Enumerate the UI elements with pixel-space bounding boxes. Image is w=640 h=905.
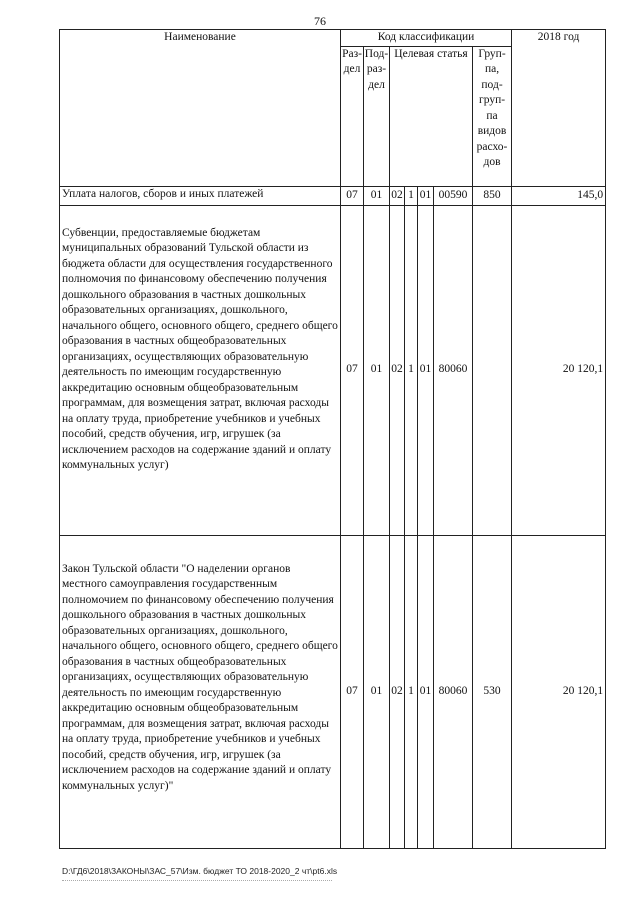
row-name: Субвенции, предоставляемые бюджетам муниципальных образований Тульской области из бюджета области для осуществления государственного полномочия по финансовому обеспечению получения дошкольного образования в частных дошкольных образовательных организациях, дошкольного, начального общего, основного общего, среднего общего образования в частных общеобразовательных организациях, осуществляющих образовательную деятельность по имеющим государственную аккредитацию основным общеобразовательным программам, для возмещения затрат, включая расходы на оплату труда, приобретение учебников и учебных пособий, средств обучения, игр, игрушек (за исключением расходов на содержание зданий и оплату коммунальных услуг): [60, 205, 341, 535]
row-target-2: 1: [405, 186, 418, 205]
row-target-4: 80060: [434, 535, 473, 848]
row-name: Уплата налогов, сборов и иных платежей: [60, 186, 341, 205]
table-row: [60, 205, 606, 535]
row-target-3: 01: [418, 186, 434, 205]
table-row: [60, 535, 606, 848]
row-target-1: 02: [390, 205, 405, 535]
row-razdel: 07: [341, 186, 364, 205]
page-number: 76: [314, 14, 326, 28]
row-name: Закон Тульской области "О наделении органов местного самоуправления государственным полномочием по финансовому обеспечению получения дошкольного образования в частных дошкольных образовательных организациях, дошкольного, начального общего, основного общего, среднего общего образования в частных общеобразовательных организациях, осуществляющих образовательную деятельность по имеющим государственную аккредитацию основным общеобразовательным программам, для возмещения затрат, включая расходы на оплату труда, приобретение учебников и учебных пособий, средств обучения, игр, игрушек (за исключением расходов на содержание зданий и оплату коммунальных услуг)": [60, 535, 341, 848]
row-podrazdel: 01: [364, 535, 390, 848]
row-target-3: 01: [418, 535, 434, 848]
footer-rule: [62, 880, 332, 881]
footer-file-path: D:\ГД6\2018\ЗАКОНЫ\ЗАС_57\Изм. бюджет ТО 2018-2020_2 чт\рt6.xls: [62, 866, 338, 876]
header-podrazdel: Под- раз- дел: [364, 46, 390, 186]
row-group: 850: [473, 186, 512, 205]
row-group: 530: [473, 535, 512, 848]
row-target-2: 1: [405, 205, 418, 535]
row-target-2: 1: [405, 535, 418, 848]
table-row: [60, 186, 606, 205]
budget-table: [59, 29, 606, 849]
row-target-4: 80060: [434, 205, 473, 535]
header-classification: Код классификации: [341, 30, 512, 47]
row-target-1: 02: [390, 186, 405, 205]
row-target-1: 02: [390, 535, 405, 848]
header-name: Наименование: [60, 30, 341, 187]
header-year: 2018 год: [512, 30, 606, 187]
row-razdel: 07: [341, 535, 364, 848]
row-group: [473, 205, 512, 535]
row-podrazdel: 01: [364, 205, 390, 535]
row-target-4: 00590: [434, 186, 473, 205]
header-target: Целевая статья: [390, 46, 473, 186]
row-amount: 20 120,1: [512, 535, 606, 848]
header-razdel: Раз- дел: [341, 46, 364, 186]
row-podrazdel: 01: [364, 186, 390, 205]
header-group: Груп- па, под- груп- па видов расхо- дов: [473, 46, 512, 186]
row-amount: 145,0: [512, 186, 606, 205]
row-target-3: 01: [418, 205, 434, 535]
row-razdel: 07: [341, 205, 364, 535]
row-amount: 20 120,1: [512, 205, 606, 535]
